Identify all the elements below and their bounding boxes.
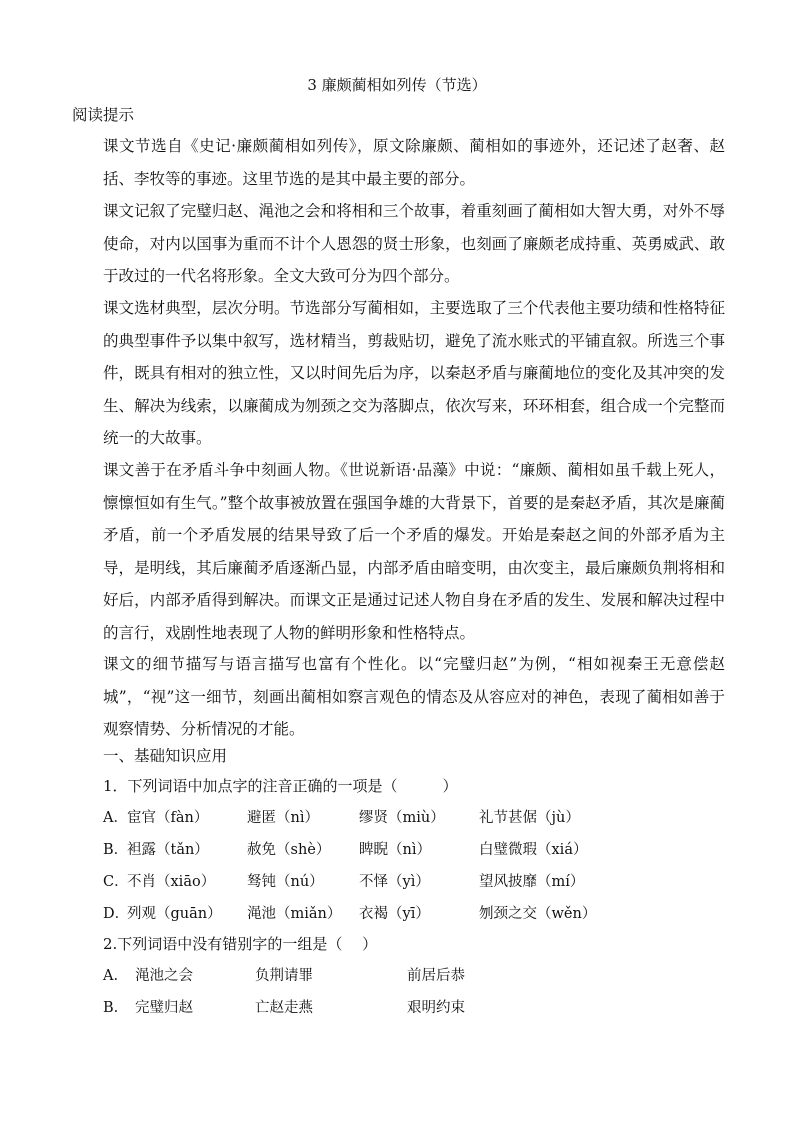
paragraph-3: 课文选材典型，层次分明。节选部分写蔺相如，主要选取了三个代表他主要功绩和性格特征的典型事件予以集中叙写，选材精当，剪裁贴切，避免了流水账式的平铺直叙。所选三个事件，既具有相对的独立性，又以时间先后为序，以秦赵矛盾与廉蔺地位的变化及其冲突的发生、解决为线索，以廉蔺成为刎颈之交为落脚点，依次写来，环环相套，组合成一个完整而统一的大故事。 (103, 299, 725, 447)
option-item: 驽钝（nú） (247, 874, 324, 890)
option-item: 缪贤（miù） (359, 810, 445, 826)
option-item: 负荆请罪 (255, 968, 313, 984)
option-item: 望风披靡（mí） (479, 874, 585, 890)
document-title: 3 廉颇蔺相如列传（节选） (307, 76, 487, 94)
question-2-stem: 2.下列词语中没有错别字的一组是（ ） (103, 935, 378, 953)
option-item: 艰明约束 (407, 1000, 465, 1016)
option-item: 宦官（fàn） (127, 810, 209, 826)
paragraph-5: 课文的细节描写与语言描写也富有个性化。以“完璧归赵”为例，“相如视秦王无意偿赵城”，“视”这一细节，刻画出蔺相如察言观色的情态及从容应对的神色，表现了蔺相如善于观察情势、分析情况的才能。 (103, 655, 725, 738)
option-item: 赦免（shè） (247, 842, 331, 858)
option-item: 前居后恭 (407, 968, 465, 984)
option-letter: B． (103, 842, 129, 858)
paragraph-1: 课文节选自《史记·廉颇蔺相如列传》，原文除廉颇、蔺相如的事迹外，还记述了赵奢、赵括、李牧等的事迹。这里节选的是其中最主要的部分。 (103, 137, 725, 188)
option-item: 衣褐（yī） (359, 906, 430, 922)
option-letter: A. (103, 968, 119, 984)
option-letter: C． (103, 874, 129, 890)
option-item: 白璧微瑕（xiá） (479, 842, 588, 858)
option-item: 不怿（yì） (359, 874, 430, 890)
option-item: 渑池之会 (135, 968, 193, 984)
option-item: 不肖（xiāo） (127, 874, 216, 890)
reading-tips-label: 阅读提示 (72, 106, 135, 124)
paragraph-4: 课文善于在矛盾斗争中刻画人物。《世说新语·品藻》中说：“廉颇、蔺相如虽千载上死人，懔懔恒如有生气。”整个故事被放置在强国争雄的大背景下，首要的是秦赵矛盾，其次是廉蔺矛盾，前一个矛盾发展的结果导致了后一个矛盾的爆发。开始是秦赵之间的外部矛盾为主导，是明线，其后廉蔺矛盾逐渐凸显，内部矛盾由暗变明，由次变主，最后廉颇负荆将相和好后，内部矛盾得到解决。而课文正是通过记述人物自身在矛盾的发生、发展和解决过程中的言行，戏剧性地表现了人物的鲜明形象和性格特点。 (103, 461, 725, 642)
option-letter: A． (103, 810, 128, 826)
option-item: 亡赵走燕 (255, 1000, 313, 1016)
option-letter: B. (103, 1000, 119, 1016)
option-item: 完璧归赵 (135, 1000, 193, 1016)
option-item: 袒露（tǎn） (127, 842, 209, 858)
option-item: 礼节甚倨（jù） (479, 810, 580, 826)
option-item: 渑池（miǎn） (247, 906, 342, 922)
question-1-stem: 1．下列词语中加点字的注音正确的一项是（ ） (103, 777, 458, 795)
option-item: 列观（guān） (127, 906, 222, 922)
option-item: 睥睨（nì） (359, 842, 431, 858)
section-heading-basic-knowledge: 一、基础知识应用 (103, 747, 228, 765)
option-item: 刎颈之交（wěn） (479, 906, 597, 922)
paragraph-2: 课文记叙了完璧归赵、渑池之会和将相和三个故事，着重刻画了蔺相如大智大勇，对外不辱使命，对内以国事为重而不计个人恩怨的贤士形象，也刻画了廉颇老成持重、英勇威武、敢于改过的一代名将形象。全文大致可分为四个部分。 (103, 202, 725, 285)
option-letter: D． (103, 906, 130, 922)
option-item: 避匿（nì） (247, 810, 319, 826)
